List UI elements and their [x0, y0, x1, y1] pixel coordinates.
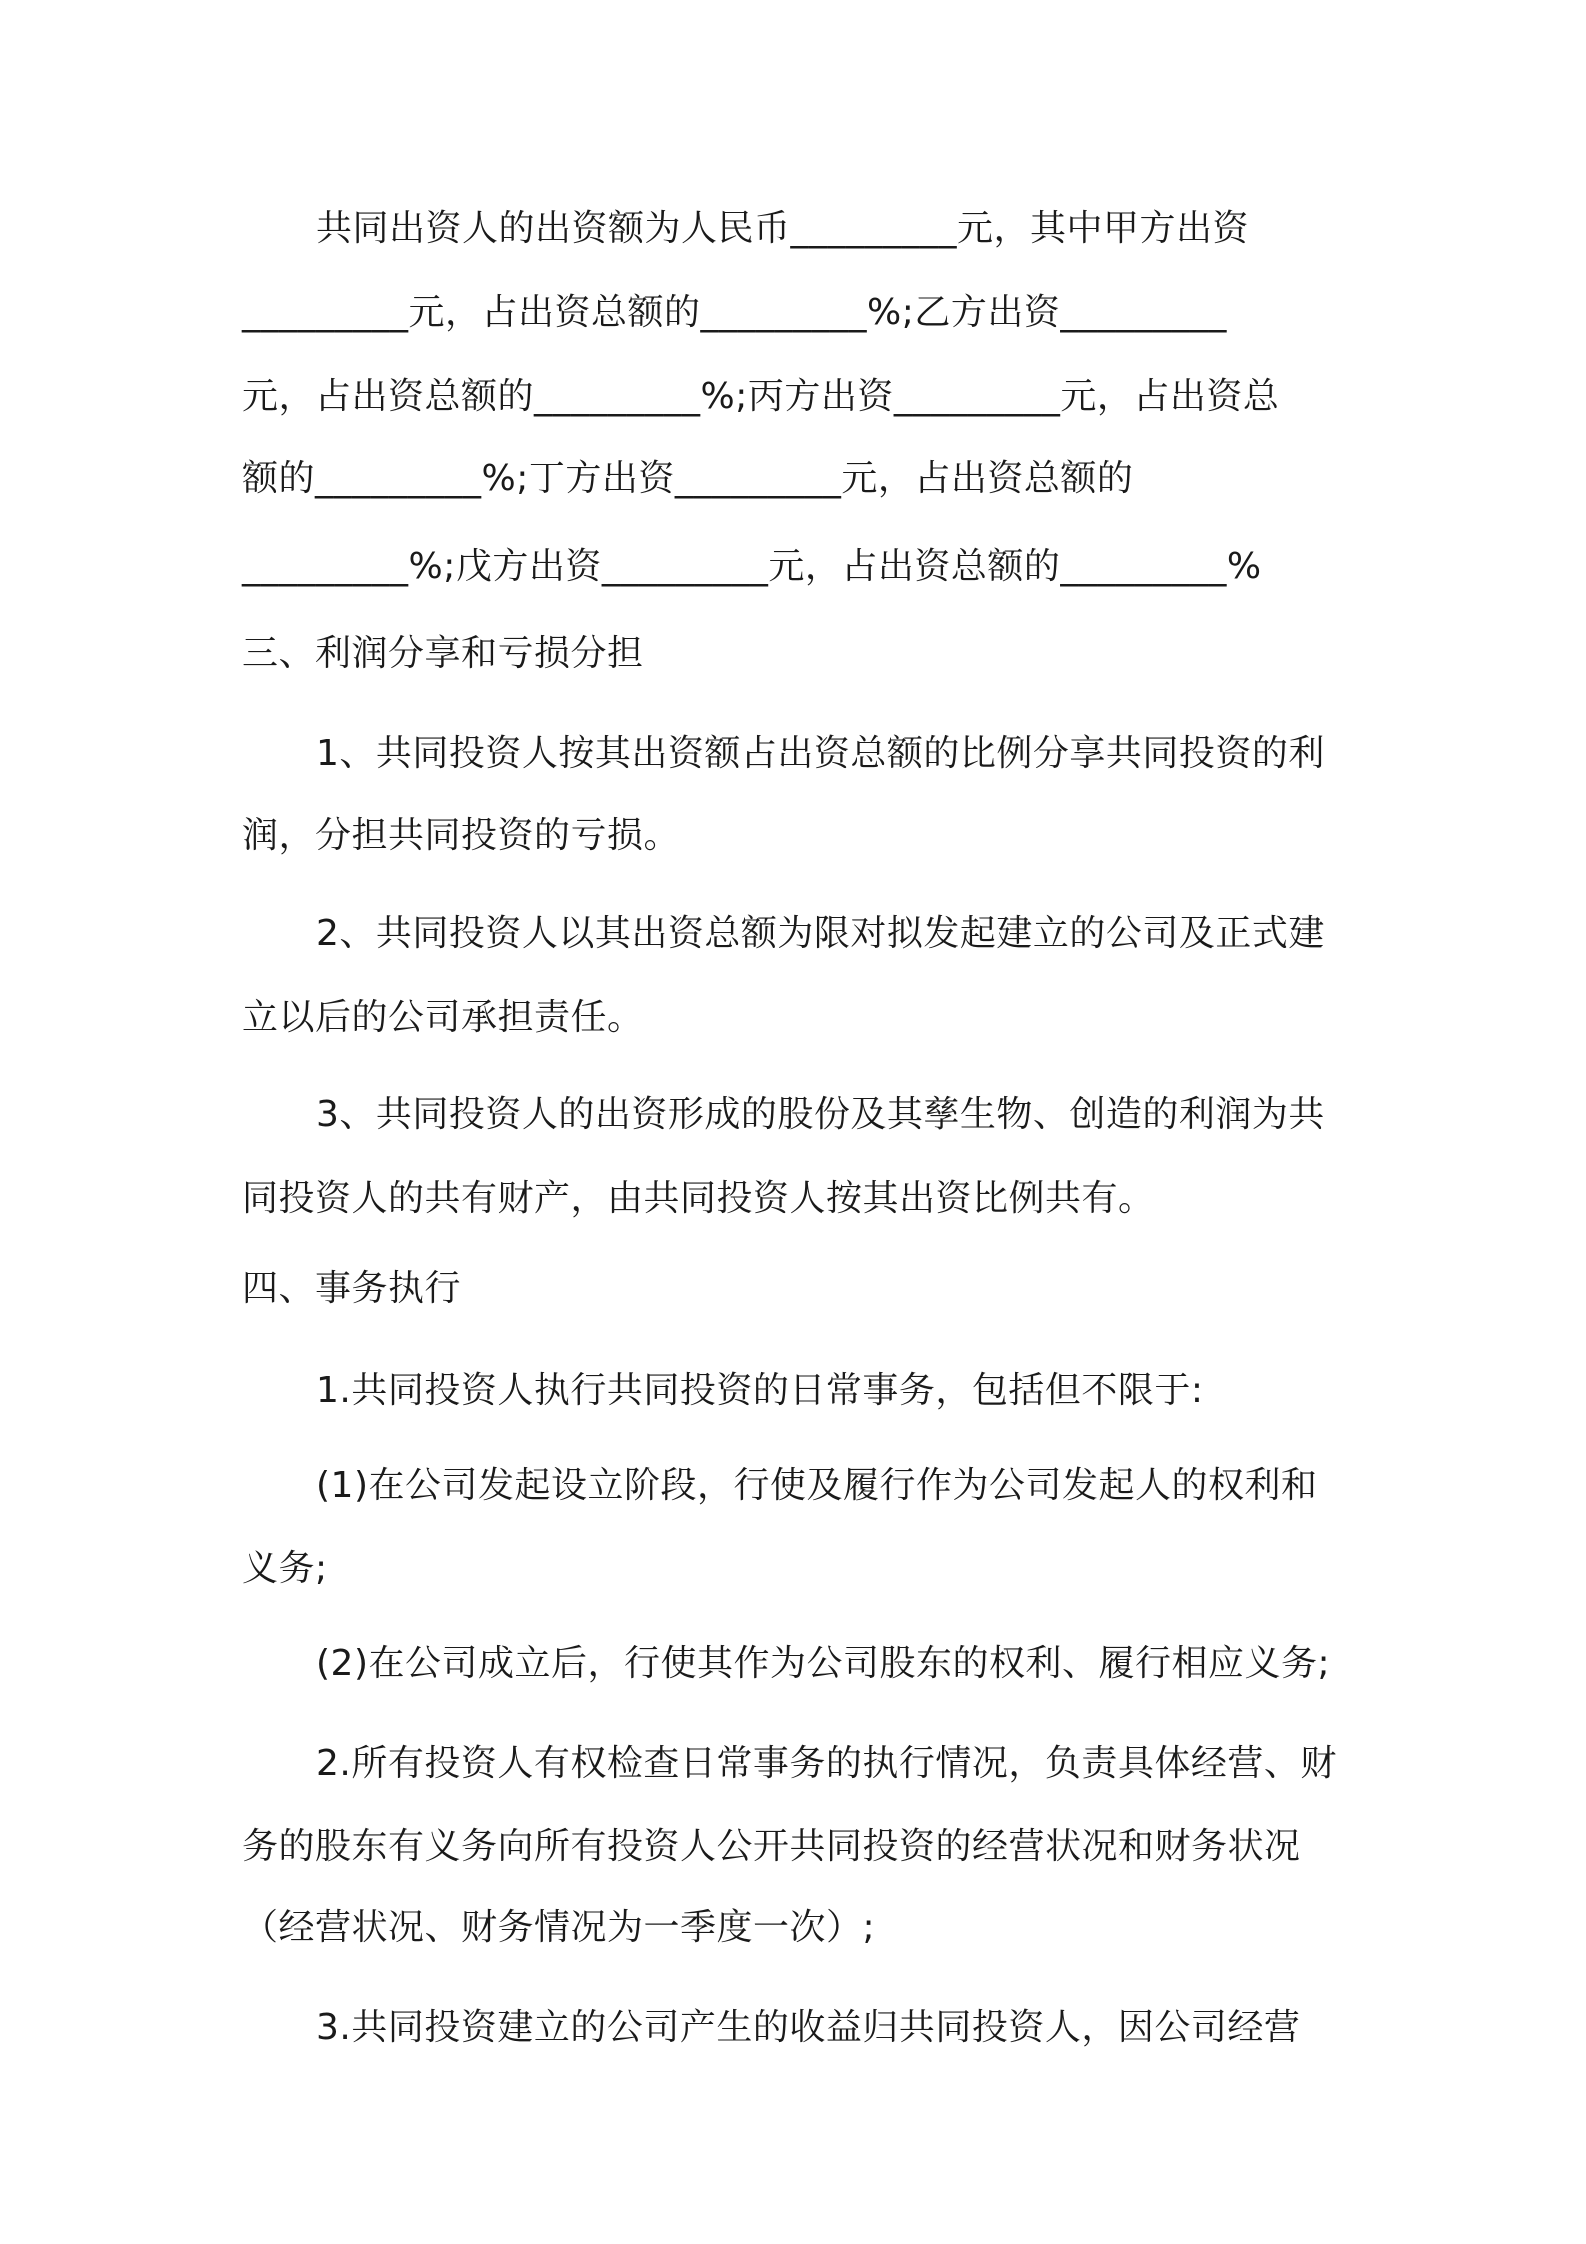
- text-line: 1、共同投资人按其出资额占出资总额的比例分享共同投资的利: [316, 733, 1325, 774]
- text-line: (1)在公司发起设立阶段，行使及履行作为公司发起人的权利和: [316, 1465, 1318, 1506]
- text-line: 1.共同投资人执行共同投资的日常事务，包括但不限于:: [316, 1370, 1204, 1411]
- text-line: 务的股东有义务向所有投资人公开共同投资的经营状况和财务状况: [242, 1826, 1301, 1867]
- text-line: _________%;戊方出资_________元，占出资总额的_________%: [242, 546, 1262, 587]
- text-line: (2)在公司成立后，行使其作为公司股东的权利、履行相应义务;: [316, 1643, 1331, 1684]
- text-line: 3.共同投资建立的公司产生的收益归共同投资人，因公司经营: [316, 2007, 1301, 2048]
- text-line: 立以后的公司承担责任。: [242, 997, 644, 1038]
- section-heading: 四、事务执行: [242, 1268, 462, 1309]
- text-line: 共同出资人的出资额为人民币_________元，其中甲方出资: [316, 208, 1250, 249]
- text-line: 元，占出资总额的_________%;丙方出资_________元，占出资总: [242, 376, 1280, 417]
- text-line: 2.所有投资人有权检查日常事务的执行情况，负责具体经营、财: [316, 1743, 1337, 1784]
- text-line: 2、共同投资人以其出资总额为限对拟发起建立的公司及正式建: [316, 913, 1325, 954]
- text-line: _________元，占出资总额的_________%;乙方出资_________: [242, 292, 1227, 333]
- text-line: 义务;: [242, 1548, 328, 1589]
- text-line: 润，分担共同投资的亏损。: [242, 815, 681, 856]
- text-line: 额的_________%;丁方出资_________元，占出资总额的: [242, 458, 1134, 499]
- text-line: 同投资人的共有财产，由共同投资人按其出资比例共有。: [242, 1178, 1155, 1219]
- section-heading: 三、利润分享和亏损分担: [242, 633, 644, 674]
- text-line: 3、共同投资人的出资形成的股份及其孳生物、创造的利润为共: [316, 1094, 1325, 1135]
- text-line: （经营状况、财务情况为一季度一次）;: [242, 1907, 876, 1948]
